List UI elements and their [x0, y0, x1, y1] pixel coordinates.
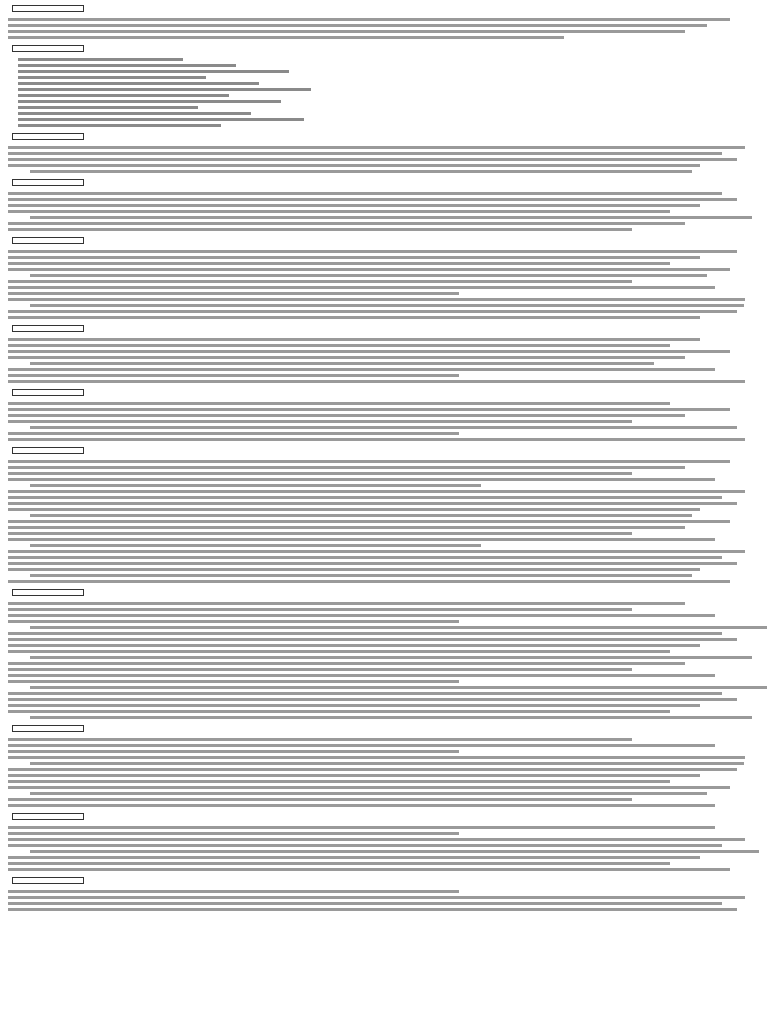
document-body — [8, 132, 760, 911]
paragraph-line — [8, 902, 722, 905]
paragraph-line — [8, 292, 459, 295]
document-section — [8, 588, 760, 719]
paragraph-line — [30, 850, 759, 853]
document-section — [8, 446, 760, 583]
paragraph-line — [8, 478, 715, 481]
paragraph-line — [8, 490, 745, 493]
paragraph-line — [8, 310, 737, 313]
paragraph-line — [8, 402, 670, 405]
toc-item — [18, 118, 304, 121]
paragraph-line — [8, 526, 685, 529]
paragraph-line — [8, 650, 670, 653]
paragraph-line — [8, 710, 670, 713]
paragraph-line — [8, 662, 685, 665]
paragraph-line — [8, 638, 737, 641]
paragraph-line — [8, 614, 715, 617]
paragraph-line — [8, 750, 459, 753]
paragraph-line — [8, 738, 632, 741]
paragraph-line — [30, 362, 654, 365]
paragraph-line — [8, 438, 745, 441]
paragraph-line — [8, 562, 737, 565]
paragraph-line — [8, 862, 670, 865]
toc-item — [18, 124, 221, 127]
document-section — [8, 876, 760, 911]
paragraph-line — [8, 768, 737, 771]
paragraph-line — [8, 316, 700, 319]
paragraph-line — [8, 786, 730, 789]
paragraph-line — [8, 146, 745, 149]
paragraph-line — [8, 868, 730, 871]
toc-item — [18, 112, 251, 115]
paragraph-line — [8, 502, 737, 505]
section-heading — [12, 237, 84, 244]
section-heading — [12, 725, 84, 732]
paragraph-line — [8, 262, 670, 265]
paragraph-line — [8, 698, 737, 701]
paragraph-line — [8, 192, 722, 195]
paragraph-line — [8, 152, 722, 155]
paragraph-line — [8, 556, 722, 559]
paragraph-line — [8, 832, 459, 835]
paragraph-line — [30, 484, 481, 487]
paragraph-line — [8, 896, 745, 899]
paragraph-line — [8, 350, 730, 353]
paragraph-line — [8, 826, 715, 829]
paragraph-line — [8, 804, 715, 807]
paragraph-line — [30, 274, 707, 277]
paragraph-line — [8, 756, 745, 759]
section-heading — [12, 813, 84, 820]
section-heading — [12, 447, 84, 454]
document-footer — [8, 916, 760, 921]
paragraph-line — [8, 538, 715, 541]
paragraph-line — [8, 256, 700, 259]
paragraph-line — [8, 704, 700, 707]
paragraph-line — [8, 460, 730, 463]
paragraph-line — [30, 304, 744, 307]
toc-item — [18, 58, 183, 61]
paragraph-line — [8, 472, 632, 475]
section-heading — [12, 325, 84, 332]
toc-list — [8, 58, 760, 127]
toc-item — [18, 82, 259, 85]
document-section — [8, 388, 760, 441]
paragraph-line — [8, 210, 670, 213]
paragraph-line — [8, 844, 722, 847]
document-section — [8, 324, 760, 383]
paragraph-line — [8, 798, 632, 801]
toc-item — [18, 64, 236, 67]
paragraph-line — [8, 838, 745, 841]
document-title — [12, 5, 84, 12]
paragraph-line — [8, 280, 632, 283]
paragraph-line — [8, 620, 459, 623]
paragraph-line — [8, 466, 685, 469]
paragraph-line — [8, 532, 632, 535]
document-section — [8, 178, 760, 231]
toc-item — [18, 106, 198, 109]
document-section — [8, 132, 760, 173]
paragraph-line — [30, 544, 481, 547]
paragraph-line — [30, 574, 692, 577]
document-section — [8, 812, 760, 871]
toc-item — [18, 100, 281, 103]
paragraph-line — [8, 368, 715, 371]
document-header — [8, 4, 760, 39]
paragraph-line — [8, 298, 745, 301]
paragraph-line — [8, 204, 700, 207]
paragraph-line — [30, 514, 692, 517]
paragraph-line — [8, 338, 700, 341]
toc-item — [18, 76, 206, 79]
section-heading — [12, 179, 84, 186]
document-section — [8, 724, 760, 807]
paragraph-line — [30, 792, 707, 795]
paragraph-line — [30, 762, 744, 765]
paragraph-line — [8, 222, 685, 225]
paragraph-line — [8, 508, 700, 511]
paragraph-line — [8, 890, 459, 893]
intro-text-line — [8, 18, 730, 21]
paragraph-line — [8, 286, 715, 289]
paragraph-line — [8, 520, 730, 523]
paragraph-line — [8, 158, 737, 161]
toc-item — [18, 88, 311, 91]
paragraph-line — [30, 216, 752, 219]
paragraph-line — [8, 674, 715, 677]
section-heading — [12, 877, 84, 884]
section-heading — [12, 589, 84, 596]
paragraph-line — [8, 668, 632, 671]
paragraph-line — [30, 170, 692, 173]
paragraph-line — [8, 550, 745, 553]
paragraph-line — [8, 496, 722, 499]
toc-item — [18, 94, 229, 97]
paragraph-line — [8, 198, 737, 201]
toc-heading — [12, 45, 84, 52]
paragraph-line — [8, 774, 700, 777]
paragraph-line — [8, 568, 700, 571]
paragraph-line — [30, 656, 752, 659]
table-of-contents — [8, 44, 760, 127]
paragraph-line — [8, 856, 700, 859]
toc-item — [18, 70, 289, 73]
paragraph-line — [8, 602, 685, 605]
paragraph-line — [8, 380, 745, 383]
paragraph-line — [8, 632, 722, 635]
paragraph-line — [30, 686, 767, 689]
paragraph-line — [8, 644, 700, 647]
paragraph-line — [30, 426, 737, 429]
paragraph-line — [8, 228, 632, 231]
intro-text-line — [8, 24, 707, 27]
paragraph-line — [8, 692, 722, 695]
paragraph-line — [8, 268, 730, 271]
paragraph-line — [8, 580, 730, 583]
paragraph-line — [8, 908, 737, 911]
paragraph-line — [8, 164, 700, 167]
paragraph-line — [8, 250, 737, 253]
paragraph-line — [8, 356, 685, 359]
intro-text-line — [8, 36, 564, 39]
paragraph-line — [8, 344, 670, 347]
paragraph-line — [8, 420, 632, 423]
paragraph-line — [8, 680, 459, 683]
paragraph-line — [8, 744, 715, 747]
document-section — [8, 236, 760, 319]
paragraph-line — [8, 780, 670, 783]
paragraph-line — [30, 626, 767, 629]
paragraph-line — [8, 408, 730, 411]
paragraph-line — [8, 414, 685, 417]
paragraph-line — [30, 716, 752, 719]
paragraph-line — [8, 608, 632, 611]
paragraph-line — [8, 374, 459, 377]
intro-text-line — [8, 30, 685, 33]
section-heading — [12, 133, 84, 140]
paragraph-line — [8, 432, 459, 435]
section-heading — [12, 389, 84, 396]
